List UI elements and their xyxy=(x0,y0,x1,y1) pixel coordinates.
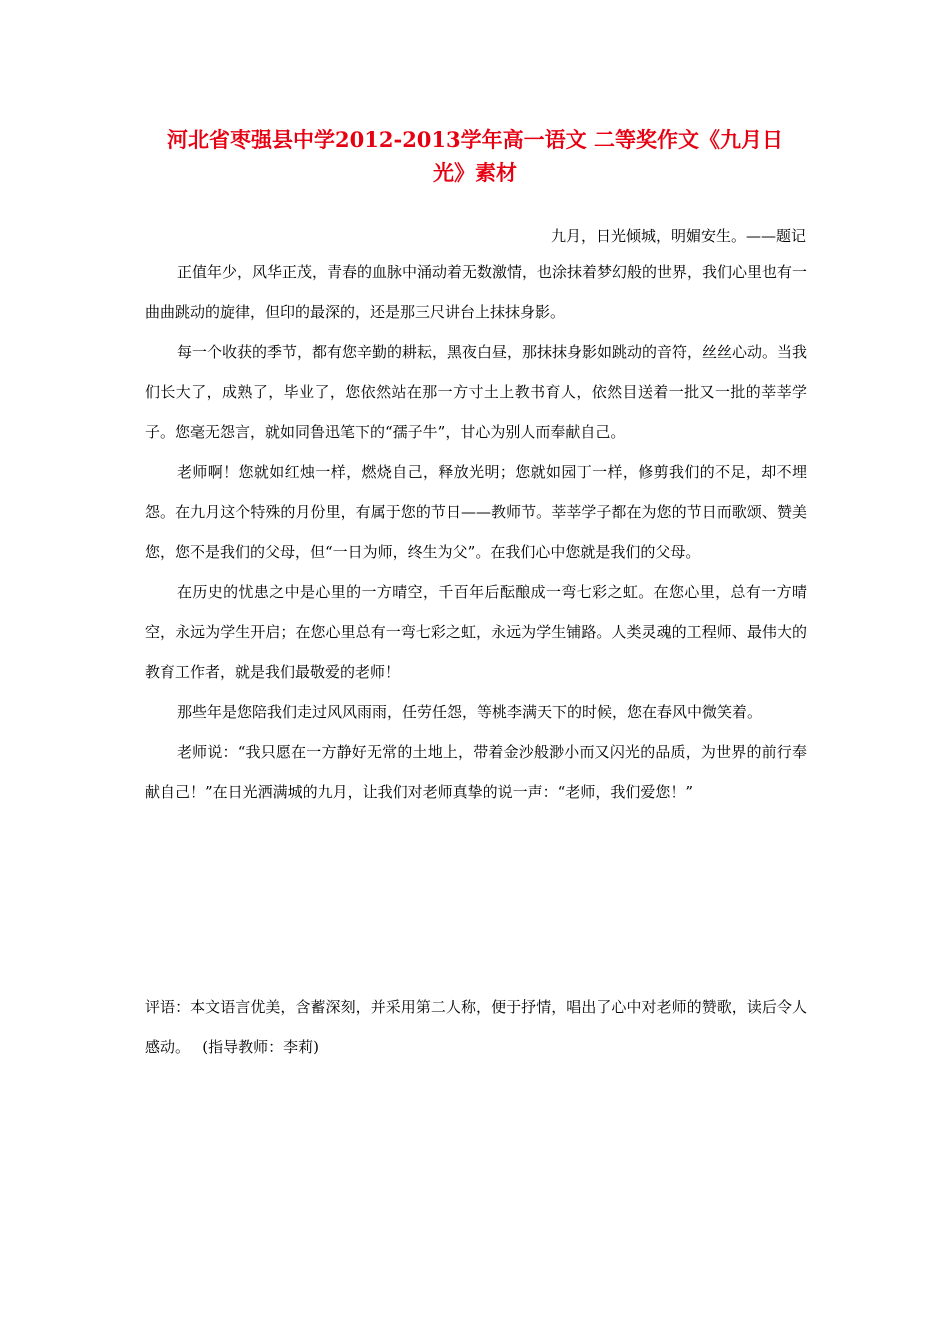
title-line-2: 光》素材 xyxy=(433,160,517,185)
epigraph: 九月，日光倾城，明媚安生。——题记 xyxy=(550,227,806,245)
title-line-1: 河北省枣强县中学2012-2013学年高一语文 二等奖作文《九月日 xyxy=(167,127,783,152)
paragraph-4: 在历史的忧患之中是心里的一方晴空，千百年后酝酿成一弯七彩之虹。在您心里，总有一方晴空，永远为学生开启；在您心里总有一弯七彩之虹，永远为学生铺路。人类灵魂的工程师、最伟大的教育工作者，就是我们最敬爱的老师！ xyxy=(145,583,807,681)
teacher-review: 评语：本文语言优美，含蓄深刻，并采用第二人称，便于抒情，唱出了心中对老师的赞歌，读后令人感动。 (指导教师：李莉) xyxy=(145,998,807,1056)
essay-body xyxy=(145,252,807,812)
paragraph-5: 那些年是您陪我们走过风风雨雨，任劳任怨，等桃李满天下的时候，您在春风中微笑着。 xyxy=(177,703,763,721)
paragraph-2: 每一个收获的季节，都有您辛勤的耕耘，黑夜白昼，那抹抹身影如跳动的音符，丝丝心动。当我们长大了，成熟了，毕业了，您依然站在那一方寸土上教书育人，依然目送着一批又一批的莘莘学子。您毫无怨言，就如同鲁迅笔下的“孺子牛”，甘心为别人而奉献自己。 xyxy=(145,343,808,441)
paragraph-6: 老师说：“我只愿在一方静好无常的土地上，带着金沙般渺小而又闪光的品质，为世界的前行奉献自己！”在日光洒满城的九月，让我们对老师真挚的说一声：“老师，我们爱您！” xyxy=(145,743,807,801)
paragraph-3: 老师啊！您就如红烛一样，燃烧自己，释放光明；您就如园丁一样，修剪我们的不足，却不埋怨。在九月这个特殊的月份里，有属于您的节日——教师节。莘莘学子都在为您的节日而歌颂、赞美您，您不是我们的父母，但“一日为师，终生为父”。在我们心中您就是我们的父母。 xyxy=(145,463,807,561)
paragraph-1: 正值年少，风华正茂，青春的血脉中涌动着无数激情，也涂抹着梦幻般的世界，我们心里也有一曲曲跳动的旋律，但印的最深的，还是那三尺讲台上抹抹身影。 xyxy=(145,263,808,321)
document-title xyxy=(140,123,810,189)
